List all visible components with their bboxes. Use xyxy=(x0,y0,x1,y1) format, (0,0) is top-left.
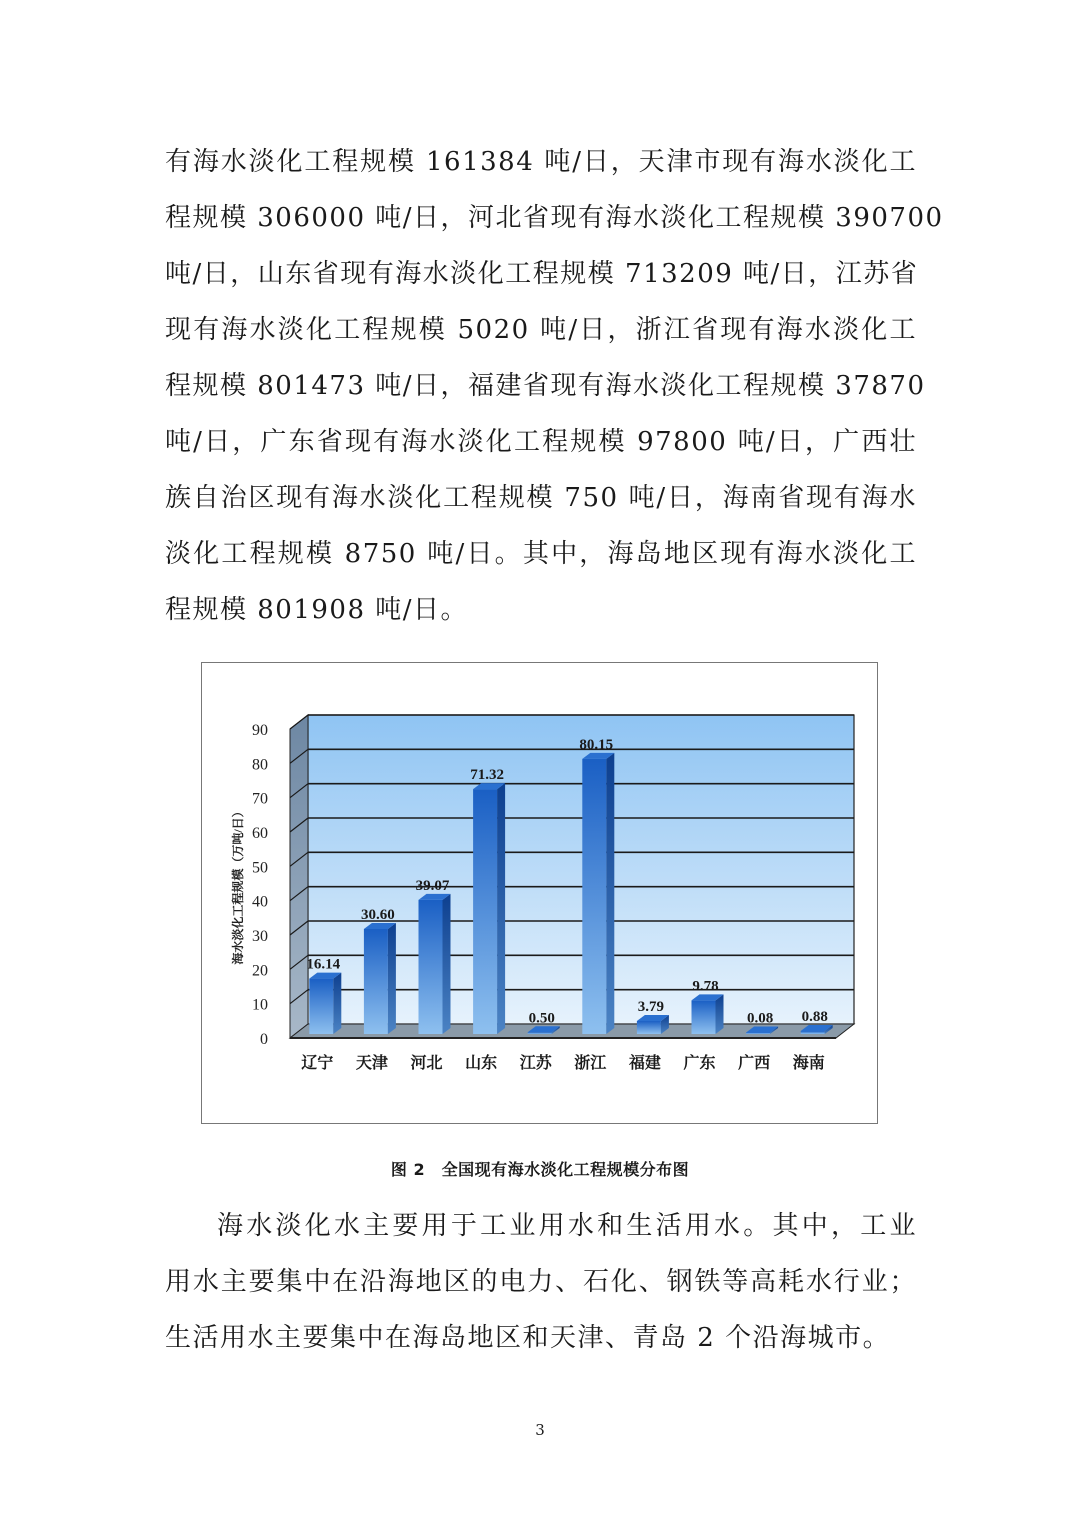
y-tick-label: 30 xyxy=(252,928,268,945)
x-category-label: 山东 xyxy=(465,1055,498,1072)
y-tick-label: 40 xyxy=(252,893,268,911)
text-line: 生活用水主要集中在海岛地区和天津、青岛 2 个沿海城市。 xyxy=(165,1323,891,1353)
y-tick-label: 10 xyxy=(252,996,268,1014)
text-line: 用水主要集中在沿海地区的电力、石化、钢铁等高耗水行业； xyxy=(165,1267,917,1297)
x-category-label: 浙江 xyxy=(574,1055,607,1072)
text-line: 程规模 801908 吨/日。 xyxy=(165,595,469,625)
body-paragraph-usage xyxy=(165,1198,917,1366)
text-line: 程规模 801473 吨/日，福建省现有海水淡化工程规模 37870 xyxy=(165,371,926,401)
y-tick-label: 20 xyxy=(252,962,268,980)
bar-value-label: 0.88 xyxy=(801,1008,828,1025)
figure-caption: 图 2 全国现有海水淡化工程规模分布图 xyxy=(390,1160,690,1179)
x-category-label: 辽宁 xyxy=(301,1055,334,1072)
x-category-label: 河北 xyxy=(410,1055,443,1072)
bar-value-label: 71.32 xyxy=(470,767,504,784)
bar-value-label: 0.08 xyxy=(746,1010,774,1027)
y-axis-label xyxy=(230,805,245,964)
text-line: 吨/日，广东省现有海水淡化工程规模 97800 吨/日，广西壮 xyxy=(165,427,917,457)
page-number: 3 xyxy=(535,1421,545,1439)
bar-value-label: 39.07 xyxy=(415,877,450,894)
text-line: 族自治区现有海水淡化工程规模 750 吨/日，海南省现有海水 xyxy=(165,483,917,513)
y-tick-label: 0 xyxy=(260,1031,268,1048)
y-tick-label: 70 xyxy=(252,790,268,808)
bar-value-label: 80.15 xyxy=(579,736,614,753)
bar-chart xyxy=(202,663,876,1122)
bar-value-label: 9.78 xyxy=(692,978,719,995)
bar-value-label: 0.50 xyxy=(528,1010,555,1027)
y-tick-label: 90 xyxy=(252,722,268,739)
bar-value-label: 3.79 xyxy=(637,998,665,1015)
y-tick-label: 60 xyxy=(252,825,268,842)
y-tick-label: 50 xyxy=(252,859,268,877)
text-line: 现有海水淡化工程规模 5020 吨/日，浙江省现有海水淡化工 xyxy=(165,315,917,345)
text-line: 海水淡化水主要用于工业用水和生活用水。其中，工业 xyxy=(217,1211,917,1241)
figure-frame xyxy=(201,662,878,1124)
bar-value-label: 16.14 xyxy=(306,956,341,973)
x-category-label: 天津 xyxy=(355,1055,388,1072)
y-tick-label: 80 xyxy=(252,756,268,774)
x-category-label: 海南 xyxy=(792,1055,825,1072)
text-line: 程规模 306000 吨/日，河北省现有海水淡化工程规模 390700 xyxy=(165,203,944,233)
x-category-label: 江苏 xyxy=(519,1055,552,1072)
x-category-label: 广西 xyxy=(738,1055,771,1072)
plot-area xyxy=(252,715,854,1072)
svg-text:海水淡化工程规模（万吨/日）: 海水淡化工程规模（万吨/日） xyxy=(231,805,245,965)
body-paragraph-capacity-by-province xyxy=(165,134,944,638)
x-category-label: 福建 xyxy=(628,1055,661,1072)
x-category-label: 广东 xyxy=(683,1055,716,1072)
bar-value-label: 30.60 xyxy=(361,906,395,923)
text-line: 有海水淡化工程规模 161384 吨/日，天津市现有海水淡化工 xyxy=(165,147,917,177)
text-line: 吨/日，山东省现有海水淡化工程规模 713209 吨/日，江苏省 xyxy=(165,259,919,289)
text-line: 淡化工程规模 8750 吨/日。其中，海岛地区现有海水淡化工 xyxy=(165,539,917,569)
